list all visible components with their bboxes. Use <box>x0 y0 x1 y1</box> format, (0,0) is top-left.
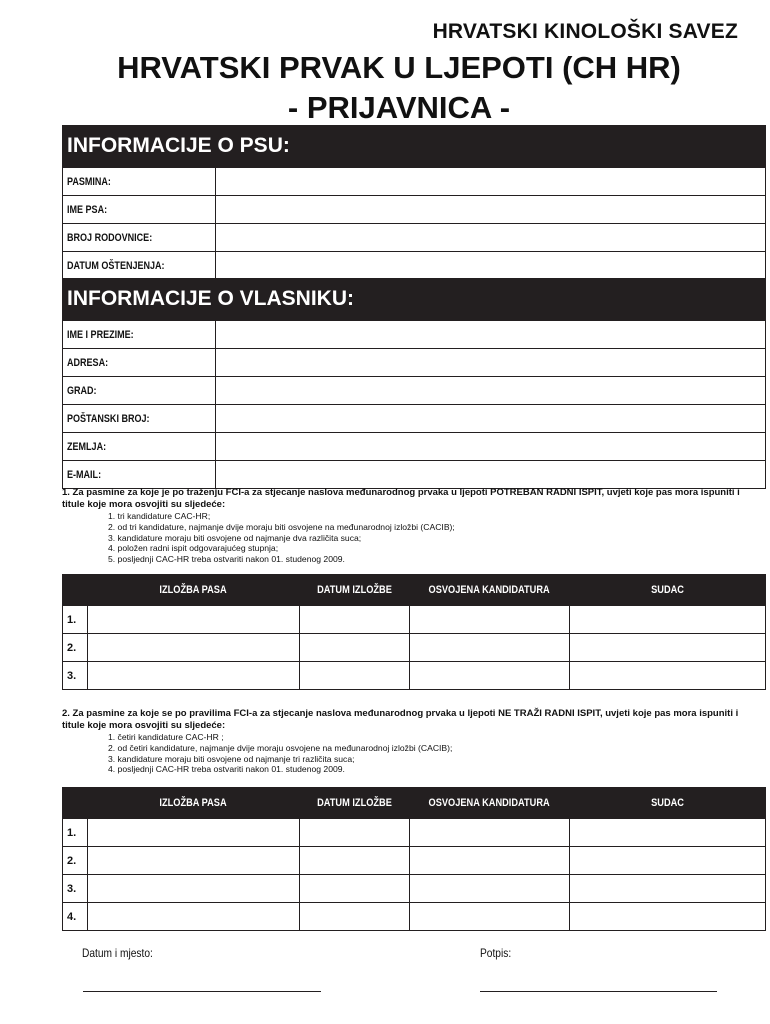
field-label: DATUM OŠTENJENJA: <box>67 259 165 272</box>
kandidatura-cell[interactable] <box>410 903 570 931</box>
zemlja-field[interactable] <box>216 433 766 461</box>
section1-conditions <box>62 487 742 565</box>
datum-cell[interactable] <box>300 847 410 875</box>
sudac-cell[interactable] <box>570 875 766 903</box>
list-item: 3. kandidature moraju biti osvojene od najmanje dva različita suca; <box>108 532 362 543</box>
section1-table <box>62 574 766 690</box>
izlozba-cell[interactable] <box>88 662 300 690</box>
form-row <box>63 168 766 196</box>
izlozba-cell[interactable] <box>88 634 300 662</box>
form-subtitle: - PRIJAVNICA - <box>287 90 511 125</box>
sudac-cell[interactable] <box>570 847 766 875</box>
list-item: 4. položen radni ispit odgovarajućeg stupnja; <box>108 543 279 554</box>
signature-line[interactable] <box>480 991 717 992</box>
column-header: OSVOJENA KANDIDATURA <box>428 797 551 809</box>
row-number: 3. <box>63 875 88 903</box>
form-row <box>63 252 766 280</box>
table-row <box>63 875 766 903</box>
section1-list <box>62 511 742 565</box>
dog-info-heading: INFORMACIJE O PSU: <box>62 125 766 167</box>
form-row <box>63 196 766 224</box>
form-title: HRVATSKI PRVAK U LJEPOTI (CH HR) <box>117 50 681 85</box>
section1-lead: 1. Za pasmine za koje je po traženju FCI-a za stjecanje naslova međunarodnog prvaka u ljepoti POTREBAN RADNI ISPIT, uvjeti koje pas mora ispuniti i titule koje mora osvojiti su sljedeće: <box>62 487 740 510</box>
field-label: POŠTANSKI BROJ: <box>67 412 150 425</box>
kandidatura-cell[interactable] <box>410 847 570 875</box>
table-row <box>63 903 766 931</box>
owner-info-table <box>62 320 766 489</box>
table-row <box>63 634 766 662</box>
field-label: GRAD: <box>67 384 97 397</box>
owner-info-heading: INFORMACIJE O VLASNIKU: <box>62 278 766 320</box>
sudac-cell[interactable] <box>570 903 766 931</box>
row-number: 1. <box>63 819 88 847</box>
column-header: SUDAC <box>651 797 684 809</box>
dog-info-table <box>62 167 766 280</box>
form-row <box>63 461 766 489</box>
form-row <box>63 405 766 433</box>
section2-conditions <box>62 708 742 775</box>
form-row <box>63 224 766 252</box>
column-header: IZLOŽBA PASA <box>159 797 228 809</box>
list-item: 4. posljednji CAC-HR treba ostvariti nakon 01. studenog 2009. <box>108 764 345 775</box>
kandidatura-cell[interactable] <box>410 819 570 847</box>
section2-list <box>62 732 742 775</box>
datum-cell[interactable] <box>300 662 410 690</box>
field-label: ZEMLJA: <box>67 440 107 453</box>
sudac-cell[interactable] <box>570 606 766 634</box>
field-label: IME I PREZIME: <box>67 328 134 341</box>
column-header: SUDAC <box>651 584 684 596</box>
sudac-cell[interactable] <box>570 634 766 662</box>
column-header: OSVOJENA KANDIDATURA <box>428 584 551 596</box>
kandidatura-cell[interactable] <box>410 662 570 690</box>
list-item: 3. kandidature moraju biti osvojene od najmanje tri različita suca; <box>108 753 355 764</box>
section2-table <box>62 787 766 931</box>
organization-name: HRVATSKI KINOLOŠKI SAVEZ <box>432 20 738 43</box>
email-field[interactable] <box>216 461 766 489</box>
field-label: E-MAIL: <box>67 468 102 481</box>
form-row <box>63 321 766 349</box>
broj-rodovnice-field[interactable] <box>216 224 766 252</box>
column-header: IZLOŽBA PASA <box>159 584 228 596</box>
kandidatura-cell[interactable] <box>410 606 570 634</box>
izlozba-cell[interactable] <box>88 606 300 634</box>
datum-ostenjenja-field[interactable] <box>216 252 766 280</box>
sudac-cell[interactable] <box>570 819 766 847</box>
postanski-broj-field[interactable] <box>216 405 766 433</box>
datum-cell[interactable] <box>300 903 410 931</box>
section2-lead: 2. Za pasmine za koje se po pravilima FCI-a za stjecanje naslova međunarodnog prvaka u ljepoti NE TRAŽI RADNI ISPIT, uvjeti koje pas mora ispuniti i titule koje mora osvojiti su sljedeće: <box>62 708 739 731</box>
datum-cell[interactable] <box>300 875 410 903</box>
form-row <box>63 349 766 377</box>
adresa-field[interactable] <box>216 349 766 377</box>
datum-cell[interactable] <box>300 634 410 662</box>
row-number: 2. <box>63 847 88 875</box>
datum-cell[interactable] <box>300 819 410 847</box>
date-place-line[interactable] <box>83 991 321 992</box>
field-label: BROJ RODOVNICE: <box>67 231 153 244</box>
izlozba-cell[interactable] <box>88 875 300 903</box>
row-number: 4. <box>63 903 88 931</box>
ime-psa-field[interactable] <box>216 196 766 224</box>
list-item: 2. od tri kandidature, najmanje dvije moraju biti osvojene na međunarodnoj izložbi (CACIB); <box>108 521 455 532</box>
field-label: IME PSA: <box>67 203 108 216</box>
izlozba-cell[interactable] <box>88 819 300 847</box>
datum-cell[interactable] <box>300 606 410 634</box>
list-item: 2. od četiri kandidature, najmanje dvije moraju osvojene na međunarodnoj izložbi (CACIB); <box>108 742 453 753</box>
row-number: 2. <box>63 634 88 662</box>
table-row <box>63 847 766 875</box>
table-row <box>63 662 766 690</box>
table-header <box>63 788 766 819</box>
izlozba-cell[interactable] <box>88 847 300 875</box>
kandidatura-cell[interactable] <box>410 634 570 662</box>
row-number: 3. <box>63 662 88 690</box>
column-header: DATUM IZLOŽBE <box>317 797 392 809</box>
signature-label: Potpis: <box>480 946 512 960</box>
row-number: 1. <box>63 606 88 634</box>
grad-field[interactable] <box>216 377 766 405</box>
field-label: PASMINA: <box>67 175 111 188</box>
form-row <box>63 377 766 405</box>
list-item: 5. posljednji CAC-HR treba ostvariti nakon 01. studenog 2009. <box>108 554 345 565</box>
kandidatura-cell[interactable] <box>410 875 570 903</box>
pasmina-field[interactable] <box>216 168 766 196</box>
izlozba-cell[interactable] <box>88 903 300 931</box>
table-row <box>63 606 766 634</box>
form-row <box>63 433 766 461</box>
field-label: ADRESA: <box>67 356 109 369</box>
sudac-cell[interactable] <box>570 662 766 690</box>
list-item: 1. četiri kandidature CAC-HR ; <box>108 732 224 742</box>
table-row <box>63 819 766 847</box>
table-header <box>63 575 766 606</box>
list-item: 1. tri kandidature CAC-HR; <box>108 511 211 521</box>
ime-prezime-field[interactable] <box>216 321 766 349</box>
date-place-label: Datum i mjesto: <box>82 946 153 960</box>
column-header: DATUM IZLOŽBE <box>317 584 392 596</box>
